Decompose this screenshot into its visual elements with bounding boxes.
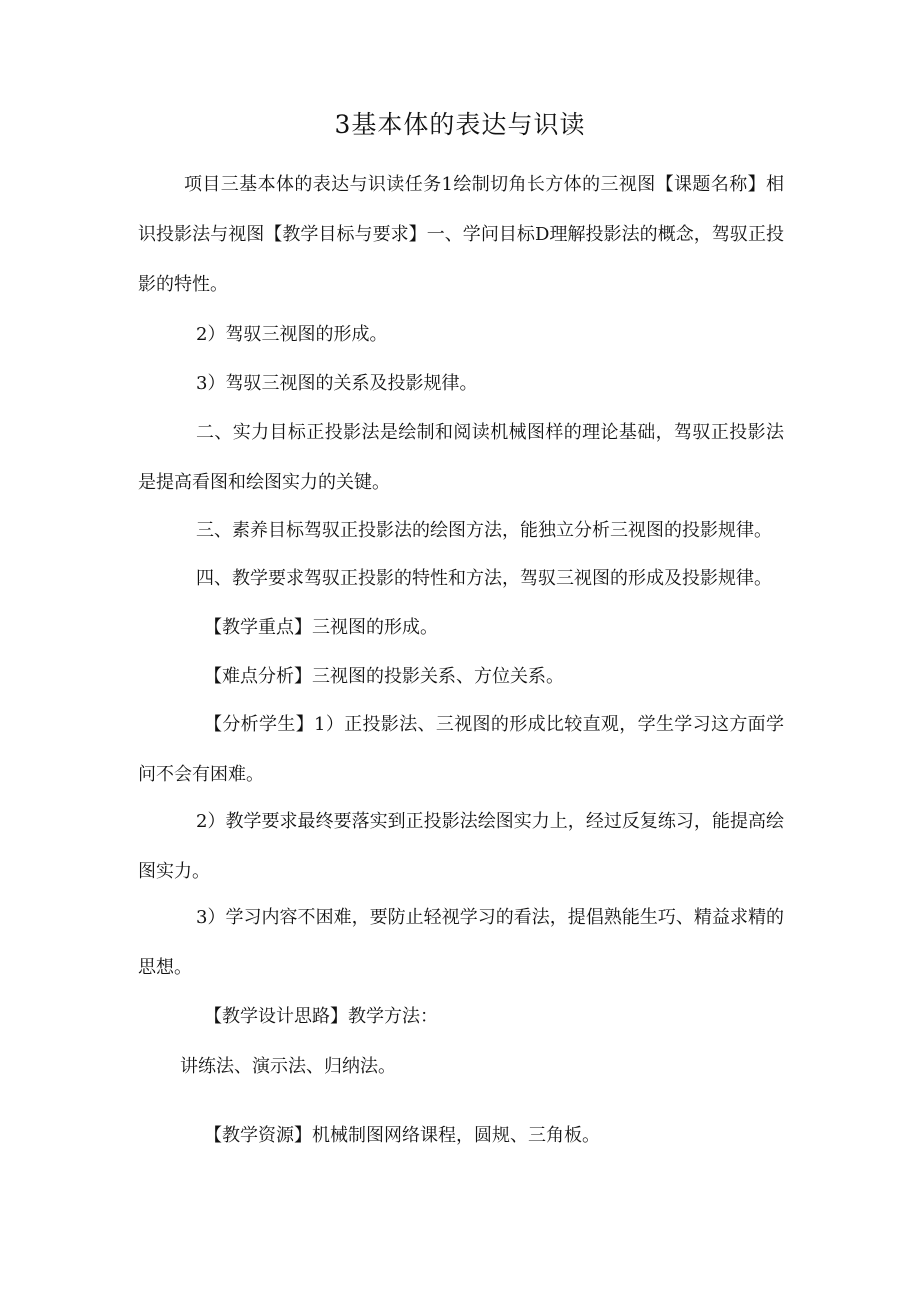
paragraph-intro: 项目三基本体的表达与识读任务1绘制切角长方体的三视图【课题名称】相识投影法与视图【教学目标与要求】一、学问目标D理解投影法的概念，驾驭正投影的特性。 <box>138 174 784 295</box>
paragraph-knowledge-2: 2）驾驭三视图的形成。 <box>196 324 388 345</box>
paragraph-student-analysis-2: 2）教学要求最终要落实到正投影法绘图实力上，经过反复练习，能提高绘图实力。 <box>138 811 784 882</box>
paragraph-teaching-methods: 讲练法、演示法、归纳法。 <box>180 1056 396 1077</box>
paragraph-ability-goal: 二、实力目标正投影法是绘制和阅读机械图样的理论基础，驾驭正投影法是提高看图和绘图实力的关键。 <box>138 422 784 493</box>
paragraph-teaching-resources: 【教学资源】机械制图网络课程，圆规、三角板。 <box>204 1125 600 1146</box>
paragraph-design-approach: 【教学设计思路】教学方法： <box>204 1006 438 1027</box>
paragraph-teaching-requirements: 四、教学要求驾驭正投影的特性和方法，驾驭三视图的形成及投影规律。 <box>196 568 772 589</box>
paragraph-difficulty-analysis: 【难点分析】三视图的投影关系、方位关系。 <box>204 666 564 687</box>
paragraph-knowledge-3: 3）驾驭三视图的关系及投影规律。 <box>196 373 478 394</box>
paragraph-quality-goal: 三、素养目标驾驭正投影法的绘图方法，能独立分析三视图的投影规律。 <box>196 520 772 541</box>
document-title: 3基本体的表达与识读 <box>334 110 586 139</box>
paragraph-teaching-focus: 【教学重点】三视图的形成。 <box>204 617 438 638</box>
paragraph-student-analysis-1: 【分析学生】1）正投影法、三视图的形成比较直观，学生学习这方面学问不会有困难。 <box>138 714 784 785</box>
paragraph-student-analysis-3: 3）学习内容不困难，要防止轻视学习的看法，提倡熟能生巧、精益求精的思想。 <box>138 907 784 978</box>
